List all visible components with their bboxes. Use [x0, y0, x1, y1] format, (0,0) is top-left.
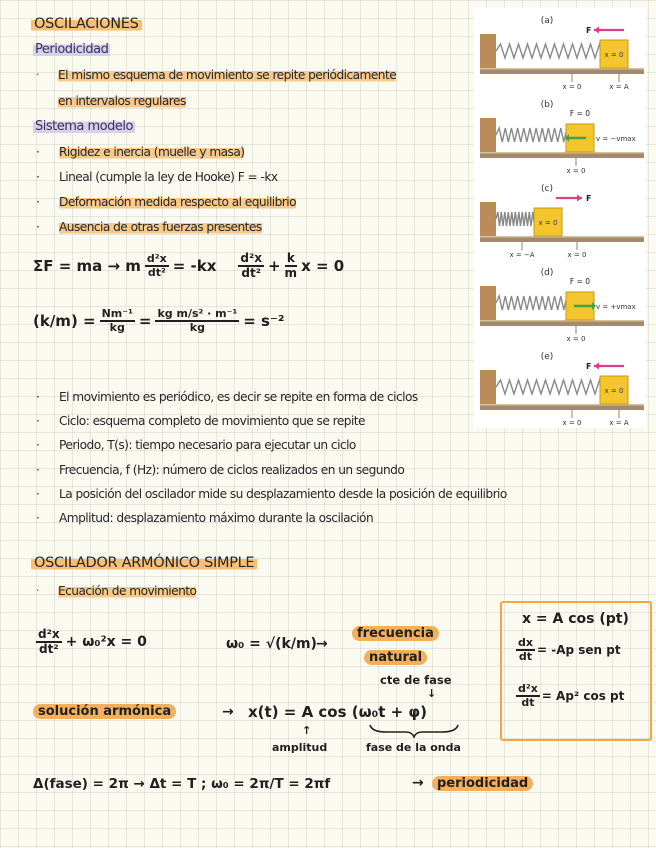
panel-letter: (c)	[541, 184, 553, 194]
equation-units: (k/m) = $\frac{\text{Nm⁻¹}}{kg}$ = $\frac{\text{kg m/s² · m⁻¹}}{kg}$ = s⁻²	[33, 307, 285, 334]
arrow-down-icon: ↓	[427, 687, 437, 700]
bullet-dot: ·	[36, 584, 40, 597]
panel-letter: (d)	[540, 268, 554, 278]
axis-label: x = 0	[562, 419, 582, 427]
wall	[480, 286, 496, 322]
floor-edge	[480, 152, 644, 154]
equation-omega: ω₀ = √(k/m)	[226, 636, 317, 652]
spring-mass-figure	[474, 8, 646, 428]
floor-edge	[480, 320, 644, 322]
arrow-icon: →	[412, 775, 424, 791]
brace-underline	[366, 722, 462, 738]
subtitle-sistema-modelo: Sistema modelo	[35, 119, 133, 134]
axis-label: x = 0	[562, 83, 582, 91]
box-line-velocity: $\frac{dx}{dt}$ = -Ap sen pt	[518, 636, 621, 663]
equation-solution: x(t) = A cos (ω₀t + φ)	[248, 703, 427, 721]
wall	[480, 34, 496, 70]
axis-label: x = A	[609, 419, 629, 427]
block-label: x = 0	[538, 219, 558, 227]
panel-letter: (e)	[540, 352, 554, 362]
velocity-label: v = −vmax	[596, 135, 636, 143]
arrow-icon: →	[316, 636, 328, 652]
label-amplitud: amplitud	[272, 741, 328, 754]
panel-letter: (b)	[540, 100, 554, 110]
force-label: F	[586, 194, 592, 203]
label-solucion-armonica: solución armónica	[33, 704, 176, 719]
label-fase-onda: fase de la onda	[366, 741, 461, 754]
arrow-icon: →	[222, 704, 234, 720]
block-label: x = 0	[604, 387, 624, 395]
equation-motion: $\frac{\text{d²x}}{\text{dt²}}$ + ω₀²x = 0	[38, 627, 147, 656]
label-cte-fase: cte de fase	[380, 673, 452, 687]
force-label: F	[586, 362, 592, 371]
arrow-up-icon: ↑	[302, 724, 312, 737]
equation-phase: Δ(fase) = 2π → Δt = T ; ω₀ = 2π/T = 2πf	[33, 776, 331, 792]
axis-label: x = 0	[566, 167, 586, 175]
label-frecuencia-natural: frecuencia natural	[352, 622, 439, 670]
bullet-dot: ·	[36, 68, 40, 81]
box-line-acceleration: $\frac{\text{d²x}}{dt}$ = Ap² cos pt	[518, 682, 625, 709]
label-periodicidad: periodicidad	[432, 776, 533, 791]
derivatives-box	[500, 601, 652, 741]
block-label: x = 0	[604, 51, 624, 59]
subtitle-periodicidad: Periodicidad	[35, 42, 109, 57]
axis-label: x = 0	[567, 251, 587, 259]
text-ecuacion-movimiento: Ecuación de movimiento	[58, 584, 197, 598]
text-periodic-b: en intervalos regulares	[58, 94, 186, 108]
wall	[480, 370, 496, 406]
wall	[480, 202, 496, 238]
axis-label: x = 0	[566, 335, 586, 343]
section-title-oscilaciones: OSCILACIONES	[31, 16, 142, 32]
equation-newton: ΣF = ma → m $\frac{\text{d²x}}{\text{dt²}}$ = -kx $\frac{\text{d²x}}{\text{dt²}}$ + $\frac{k}{m}$ x = 0	[33, 251, 345, 280]
text-periodic-a: El mismo esquema de movimiento se repite periódicamente	[58, 68, 397, 82]
axis-label: x = A	[609, 83, 629, 91]
velocity-label: v = +vmax	[596, 303, 636, 311]
box-line-position: x = A cos (pt)	[522, 611, 629, 627]
force-label: F = 0	[569, 277, 591, 286]
panel-letter: (a)	[540, 16, 554, 26]
force-label: F = 0	[569, 109, 591, 118]
wall	[480, 118, 496, 154]
section-title-oscilador: OSCILADOR ARMÓNICO SIMPLE	[31, 555, 257, 571]
axis-label: x = −A	[509, 251, 535, 259]
force-label: F	[586, 26, 592, 35]
